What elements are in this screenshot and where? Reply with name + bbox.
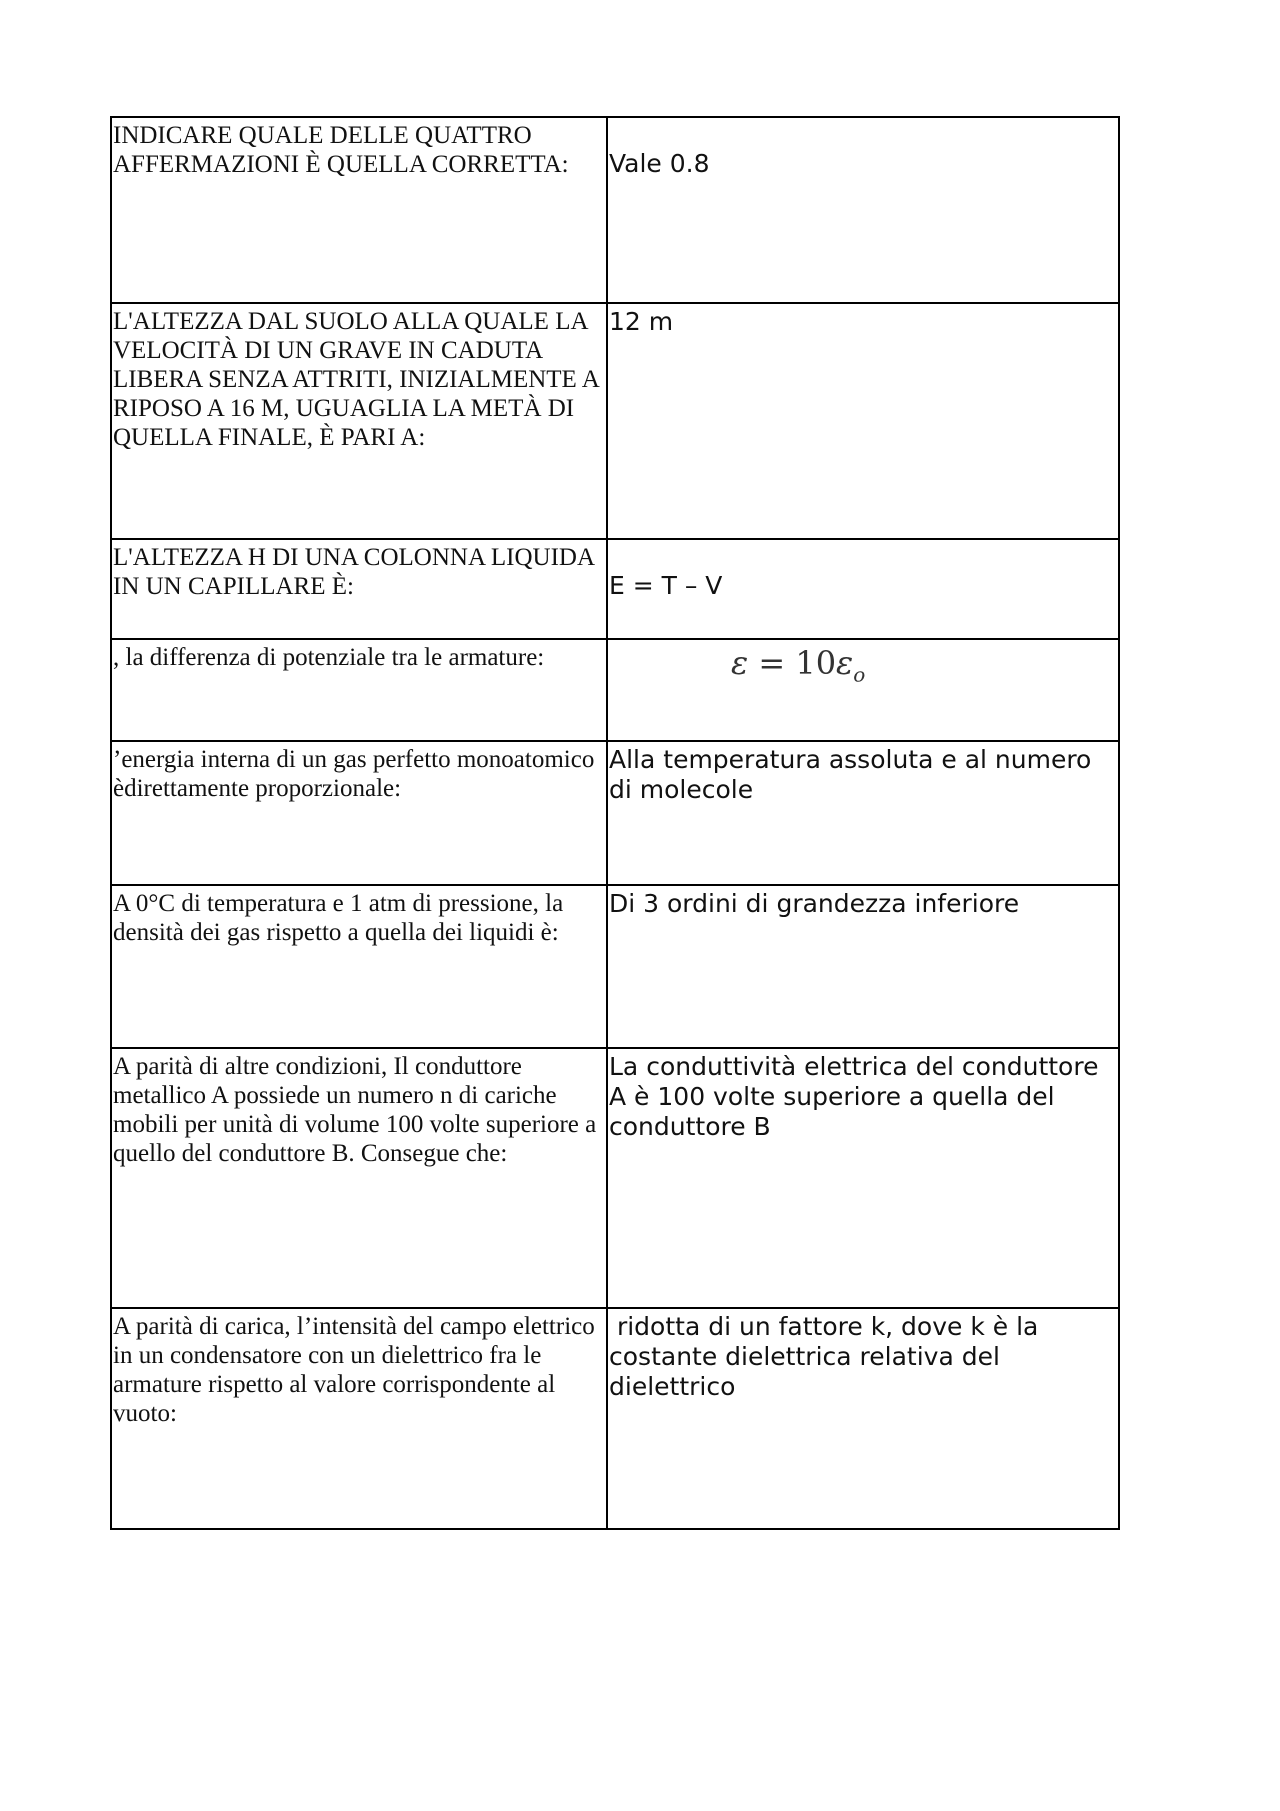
question-text: , la differenza di potenziale tra le armature:: [113, 644, 545, 671]
formula-symbol: ε: [836, 644, 854, 682]
question-text: L'ALTEZZA DAL SUOLO ALLA QUALE LA VELOCITÀ DI UN GRAVE IN CADUTA LIBERA SENZA ATTRITI, INIZIALMENTE A RIPOSO A 16 M, UGUAGLIA LA METÀ DI QUELLA FINALE, È PARI A:: [113, 308, 599, 451]
answer-cell: [607, 885, 1119, 1048]
answer-text: ridotta di un fattore k, dove k è la costante dielettrica relativa del dielettrico: [609, 1312, 1047, 1401]
question-text: INDICARE QUALE DELLE QUATTRO AFFERMAZIONI È QUELLA CORRETTA:: [113, 122, 569, 178]
answer-text: Vale 0.8: [609, 149, 710, 178]
answer-cell: [607, 117, 1119, 303]
answer-cell: [607, 1048, 1119, 1308]
question-answer-table: [110, 116, 1120, 1530]
table-row: [111, 741, 1119, 885]
question-text: L'ALTEZZA H DI UNA COLONNA LIQUIDA IN UN CAPILLARE È:: [113, 544, 594, 600]
question-text: ’energia interna di un gas perfetto monoatomico èdirettamente proporzionale:: [113, 746, 595, 802]
epsilon-formula: [609, 643, 1117, 692]
answer-text: 12 m: [609, 307, 674, 336]
table-row: [111, 1048, 1119, 1308]
table-row: [111, 303, 1119, 539]
formula-lhs: ε: [731, 644, 749, 682]
question-cell: [111, 639, 607, 741]
question-cell: [111, 1308, 607, 1529]
answer-cell: [607, 303, 1119, 539]
question-cell: [111, 539, 607, 639]
answer-text: E = T – V: [609, 571, 723, 600]
table-row: [111, 1308, 1119, 1529]
question-cell: [111, 741, 607, 885]
answer-text: Di 3 ordini di grandezza inferiore: [609, 889, 1020, 918]
answer-cell: [607, 639, 1119, 741]
question-cell: [111, 1048, 607, 1308]
answer-cell: [607, 539, 1119, 639]
formula-subscript: o: [853, 662, 866, 687]
question-text: A 0°C di temperatura e 1 atm di pressione, la densità dei gas rispetto a quella dei liquidi è:: [113, 890, 564, 946]
question-text: A parità di altre condizioni, Il conduttore metallico A possiede un numero n di cariche mobili per unità di volume 100 volte superiore a quello del conduttore B. Consegue che:: [113, 1053, 597, 1167]
answer-text: La conduttività elettrica del conduttore A è 100 volte superiore a quella del conduttore B: [609, 1052, 1099, 1141]
question-cell: [111, 885, 607, 1048]
question-cell: [111, 117, 607, 303]
answer-text: Alla temperatura assoluta e al numero di molecole: [609, 745, 1092, 804]
answer-cell: [607, 741, 1119, 885]
question-text: A parità di carica, l’intensità del campo elettrico in un condensatore con un dielettrico fra le armature rispetto al valore corrispondente al vuoto:: [113, 1313, 595, 1427]
table-row: [111, 117, 1119, 303]
table-row: [111, 539, 1119, 639]
table-row: [111, 885, 1119, 1048]
table-row: [111, 639, 1119, 741]
answer-cell: [607, 1308, 1119, 1529]
formula-coefficient: 10: [795, 644, 837, 682]
formula-equals: =: [758, 644, 786, 682]
question-cell: [111, 303, 607, 539]
